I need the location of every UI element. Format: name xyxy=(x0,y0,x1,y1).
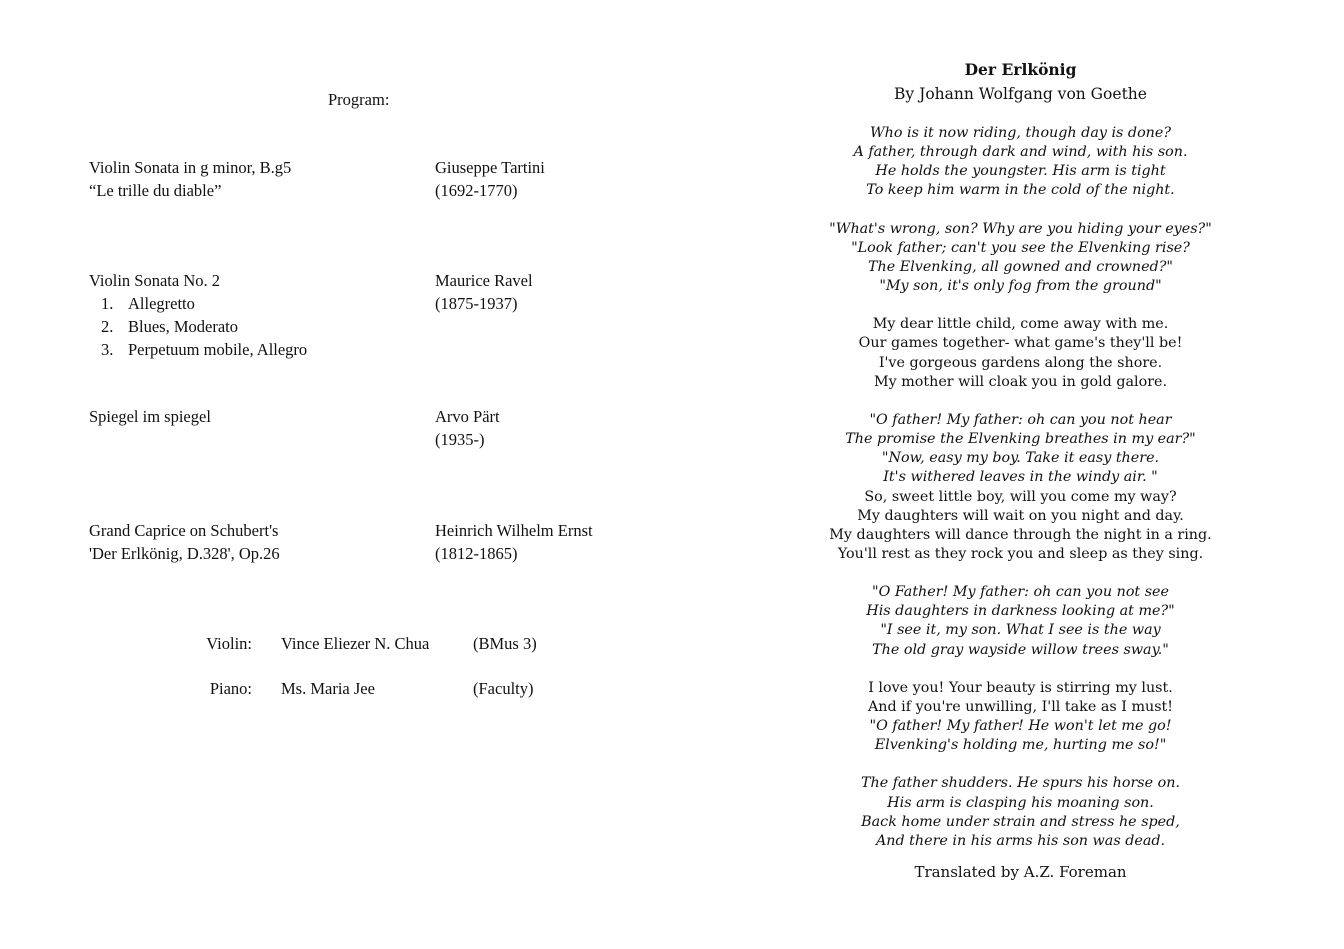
poem-line: His arm is clasping his moaning son. xyxy=(887,794,1154,811)
movement-number: 2. xyxy=(101,317,114,336)
performer-name: Ms. Maria Jee xyxy=(281,679,375,698)
poem-author: By Johann Wolfgang von Goethe xyxy=(894,85,1147,103)
poem-stanza xyxy=(800,315,1241,392)
poem-line: And there in his arms his son was dead. xyxy=(875,832,1166,849)
poem-line: Elvenking's holding me, hurting me so!" xyxy=(874,737,1167,754)
movement-list xyxy=(89,292,307,361)
movement-name: Allegretto xyxy=(128,294,195,313)
poem-line: And if you're unwilling, I'll take as I must! xyxy=(867,698,1174,715)
poem-line: "I see it, my son. What I see is the way xyxy=(880,622,1161,639)
piece-title-line: 'Der Erlkönig, D.328', Op.26 xyxy=(89,544,280,563)
piece-composer xyxy=(435,269,533,315)
poem-line: "My son, it's only fog from the ground" xyxy=(879,278,1162,295)
piece-composer xyxy=(435,156,545,202)
poem-line: I love you! Your beauty is stirring my lust. xyxy=(868,679,1173,696)
poem-line: "O Father! My father: oh can you not see xyxy=(872,584,1169,601)
movement-number: 3. xyxy=(101,340,114,359)
poem-stanza xyxy=(800,774,1241,851)
piece-title xyxy=(89,156,291,202)
poem-line: My daughters will wait on you night and day. xyxy=(857,507,1184,524)
composer-name: Heinrich Wilhelm Ernst xyxy=(435,521,593,540)
performer-name: Vince Eliezer N. Chua xyxy=(281,634,430,653)
poem-line: "O father! My father! He won't let me go! xyxy=(869,718,1172,735)
movement-item xyxy=(89,338,307,361)
composer-name: Giuseppe Tartini xyxy=(435,158,545,177)
performer-note: (Faculty) xyxy=(473,679,534,698)
poem-line: Back home under strain and stress he sped, xyxy=(861,813,1180,830)
piece-title-line: Grand Caprice on Schubert's xyxy=(89,521,279,540)
poem-stanza xyxy=(800,717,1241,755)
piece-title xyxy=(89,519,280,565)
poem-stanza xyxy=(800,220,1241,297)
poem-line: I've gorgeous gardens along the shore. xyxy=(878,354,1163,371)
poem-line: The father shudders. He spurs his horse on. xyxy=(860,775,1181,792)
poem-stanza xyxy=(800,583,1241,660)
piece-title-line: Violin Sonata No. 2 xyxy=(89,271,221,290)
composer-dates: (1812-1865) xyxy=(435,544,518,563)
poem-line: The old gray wayside willow trees sway." xyxy=(872,641,1169,658)
poem-line: You'll rest as they rock you and sleep as they sing. xyxy=(837,545,1204,562)
poem-line: My dear little child, come away with me. xyxy=(872,316,1169,333)
poem-line: My daughters will dance through the night in a ring. xyxy=(829,526,1212,543)
poem-stanza xyxy=(800,124,1241,201)
poem-line: "O father! My father: oh can you not hear xyxy=(869,411,1172,428)
poem-stanza xyxy=(800,488,1241,565)
movement-name: Perpetuum mobile, Allegro xyxy=(128,340,308,359)
performer-role: Piano: xyxy=(209,679,252,698)
composer-dates: (1935-) xyxy=(435,430,485,449)
poem-line: A father, through dark and wind, with his son. xyxy=(853,144,1188,161)
program-heading: Program: xyxy=(328,90,390,109)
poem-line: My mother will cloak you in gold galore. xyxy=(873,373,1168,390)
movement-name: Blues, Moderato xyxy=(128,317,238,336)
translator-credit: Translated by A.Z. Foreman xyxy=(914,863,1127,881)
composer-name: Arvo Pärt xyxy=(435,407,500,426)
poem-line: The Elvenking, all gowned and crowned?" xyxy=(868,258,1173,275)
poem-stanza xyxy=(800,679,1241,717)
poem-title: Der Erlkönig xyxy=(964,60,1077,79)
piece-composer xyxy=(435,405,500,451)
poem-line: "Now, easy my boy. Take it easy there. xyxy=(881,450,1160,467)
performer-role: Violin: xyxy=(206,634,252,653)
piece-title-line: Spiegel im spiegel xyxy=(89,407,211,426)
poem-line: "Look father; can't you see the Elvenking rise? xyxy=(851,239,1190,256)
poem-line: He holds the youngster. His arm is tight xyxy=(875,163,1166,180)
piece-composer xyxy=(435,519,593,565)
poem-line: His daughters in darkness looking at me?" xyxy=(866,603,1175,620)
poem xyxy=(800,58,1241,882)
movement-item xyxy=(89,292,307,315)
composer-dates: (1692-1770) xyxy=(435,181,518,200)
movement-number: 1. xyxy=(101,294,114,313)
poem-stanza xyxy=(800,411,1241,488)
composer-name: Maurice Ravel xyxy=(435,271,533,290)
piece-title xyxy=(89,405,211,428)
piece-title xyxy=(89,269,307,361)
composer-dates: (1875-1937) xyxy=(435,294,518,313)
movement-item xyxy=(89,315,307,338)
poem-line: "What's wrong, son? Why are you hiding your eyes?" xyxy=(829,220,1212,237)
performer-note: (BMus 3) xyxy=(473,634,537,653)
poem-line: The promise the Elvenking breathes in my ear?" xyxy=(845,431,1196,448)
poem-line: Our games together- what game's they'll be! xyxy=(858,335,1183,352)
piece-title-line: Violin Sonata in g minor, B.g5 xyxy=(89,158,292,177)
poem-line: Who is it now riding, though day is done? xyxy=(869,125,1172,141)
poem-line: So, sweet little boy, will you come my way? xyxy=(864,488,1177,505)
piece-title-line: “Le trille du diable” xyxy=(89,181,222,200)
poem-line: To keep him warm in the cold of the night. xyxy=(866,182,1175,199)
poem-line: It's withered leaves in the windy air. " xyxy=(883,469,1158,486)
